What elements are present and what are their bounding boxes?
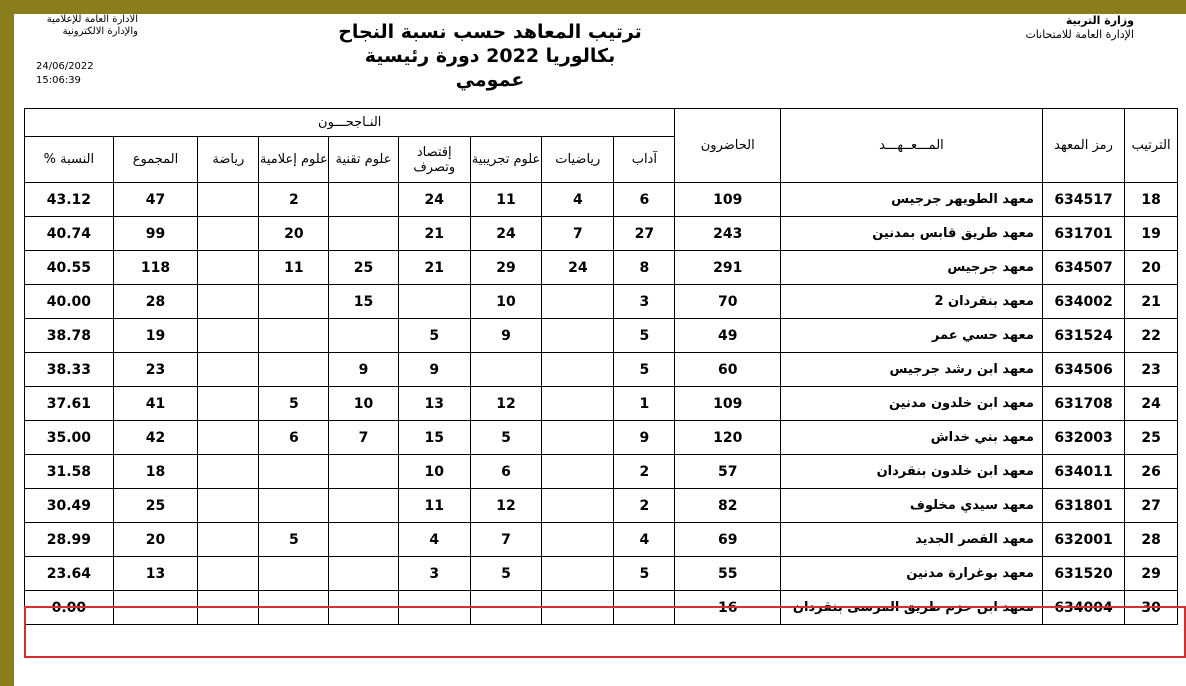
cell-percentage: 40.74 — [25, 217, 114, 251]
cell-technical — [329, 217, 399, 251]
cell-sport — [198, 217, 259, 251]
cell-code: 634011 — [1042, 455, 1124, 489]
cell-sport — [198, 319, 259, 353]
cell-rank: 21 — [1125, 285, 1178, 319]
cell-percentage: 37.61 — [25, 387, 114, 421]
table-row — [25, 251, 1178, 285]
cell-total: 23 — [113, 353, 197, 387]
cell-total: 118 — [113, 251, 197, 285]
cell-total: 47 — [113, 183, 197, 217]
cell-informatics — [259, 455, 329, 489]
cell-technical — [329, 591, 399, 625]
cell-informatics — [259, 557, 329, 591]
cell-adab: 27 — [614, 217, 675, 251]
cell-present: 243 — [675, 217, 781, 251]
cell-code: 631520 — [1042, 557, 1124, 591]
cell-informatics: 20 — [259, 217, 329, 251]
cell-sciences: 10 — [470, 285, 542, 319]
cell-code: 631524 — [1042, 319, 1124, 353]
cell-code: 634507 — [1042, 251, 1124, 285]
cell-math — [542, 489, 614, 523]
header-present: الحاضرون — [675, 109, 781, 183]
cell-math — [542, 591, 614, 625]
cell-technical: 25 — [329, 251, 399, 285]
cell-total: 13 — [113, 557, 197, 591]
cell-informatics: 5 — [259, 523, 329, 557]
cell-sciences: 5 — [470, 421, 542, 455]
cell-informatics — [259, 591, 329, 625]
header-rank: الترتيب — [1125, 109, 1178, 183]
cell-percentage: 28.99 — [25, 523, 114, 557]
cell-sciences: 5 — [470, 557, 542, 591]
cell-economics: 21 — [398, 251, 470, 285]
cell-economics: 10 — [398, 455, 470, 489]
cell-rank: 24 — [1125, 387, 1178, 421]
cell-percentage: 30.49 — [25, 489, 114, 523]
frame-left-border — [0, 0, 14, 686]
cell-adab: 3 — [614, 285, 675, 319]
cell-institute-name: معهد الطويهر جرجيس — [781, 183, 1043, 217]
cell-percentage: 40.00 — [25, 285, 114, 319]
header-informatics: علوم إعلامية — [259, 137, 329, 183]
cell-institute-name: معهد ابن خلدون مدنين — [781, 387, 1043, 421]
cell-percentage: 35.00 — [25, 421, 114, 455]
cell-sciences: 29 — [470, 251, 542, 285]
table-row — [25, 421, 1178, 455]
cell-percentage: 43.12 — [25, 183, 114, 217]
cell-sciences: 24 — [470, 217, 542, 251]
cell-math — [542, 421, 614, 455]
cell-adab: 5 — [614, 557, 675, 591]
table-row — [25, 319, 1178, 353]
cell-present: 60 — [675, 353, 781, 387]
cell-total: 42 — [113, 421, 197, 455]
cell-institute-name: معهد بني خداش — [781, 421, 1043, 455]
cell-sport — [198, 387, 259, 421]
cell-adab: 2 — [614, 455, 675, 489]
it-department-line1: الادارة العامة للإعلامية — [46, 14, 138, 25]
cell-sciences: 11 — [470, 183, 542, 217]
cell-adab: 5 — [614, 319, 675, 353]
cell-percentage: 31.58 — [25, 455, 114, 489]
table-row — [25, 591, 1178, 625]
table-row — [25, 353, 1178, 387]
cell-economics: 24 — [398, 183, 470, 217]
cell-informatics: 5 — [259, 387, 329, 421]
cell-present: 109 — [675, 183, 781, 217]
cell-institute-name: معهد القصر الجديد — [781, 523, 1043, 557]
ministry-name: وزارة التربية — [1065, 14, 1134, 27]
cell-sport — [198, 285, 259, 319]
cell-present: 291 — [675, 251, 781, 285]
cell-sport — [198, 455, 259, 489]
header-technical: علوم تقنية — [329, 137, 399, 183]
cell-technical: 15 — [329, 285, 399, 319]
cell-informatics — [259, 285, 329, 319]
cell-rank: 18 — [1125, 183, 1178, 217]
cell-math — [542, 319, 614, 353]
title-line-2: بكالوريا 2022 دورة رئيسية — [364, 45, 616, 67]
cell-total: 19 — [113, 319, 197, 353]
cell-adab: 2 — [614, 489, 675, 523]
cell-math — [542, 557, 614, 591]
header-sciences: علوم تجريبية — [470, 137, 542, 183]
cell-technical — [329, 557, 399, 591]
cell-institute-name: معهد بنقردان 2 — [781, 285, 1043, 319]
cell-institute-name: معهد ابن حزم طريق المرسى بنقردان — [781, 591, 1043, 625]
cell-informatics: 6 — [259, 421, 329, 455]
cell-adab: 9 — [614, 421, 675, 455]
it-department-line2: والإدارة الالكترونية — [62, 26, 138, 37]
header-ministry-block — [1025, 14, 1134, 42]
cell-institute-name: معهد جرجيس — [781, 251, 1043, 285]
cell-adab: 8 — [614, 251, 675, 285]
cell-code: 631801 — [1042, 489, 1124, 523]
cell-math — [542, 353, 614, 387]
cell-economics: 3 — [398, 557, 470, 591]
cell-present: 82 — [675, 489, 781, 523]
cell-economics: 15 — [398, 421, 470, 455]
cell-technical: 9 — [329, 353, 399, 387]
header-institute: المـــعــهـــد — [781, 109, 1043, 183]
cell-informatics — [259, 319, 329, 353]
cell-percentage: 0.00 — [25, 591, 114, 625]
table-row — [25, 387, 1178, 421]
cell-percentage: 23.64 — [25, 557, 114, 591]
cell-sciences: 6 — [470, 455, 542, 489]
cell-institute-name: معهد طريق قابس بمدنين — [781, 217, 1043, 251]
header-math: رياضيات — [542, 137, 614, 183]
cell-code: 634506 — [1042, 353, 1124, 387]
cell-math — [542, 455, 614, 489]
cell-rank: 27 — [1125, 489, 1178, 523]
cell-rank: 30 — [1125, 591, 1178, 625]
cell-sport — [198, 523, 259, 557]
table-row — [25, 455, 1178, 489]
cell-economics — [398, 285, 470, 319]
table-row — [25, 557, 1178, 591]
cell-math: 4 — [542, 183, 614, 217]
cell-code: 634002 — [1042, 285, 1124, 319]
table-row — [25, 183, 1178, 217]
cell-present: 120 — [675, 421, 781, 455]
cell-technical — [329, 455, 399, 489]
cell-math — [542, 387, 614, 421]
cell-sciences: 7 — [470, 523, 542, 557]
cell-present: 70 — [675, 285, 781, 319]
cell-institute-name: معهد ابن خلدون بنقردان — [781, 455, 1043, 489]
cell-sciences: 12 — [470, 489, 542, 523]
table-row — [25, 489, 1178, 523]
cell-total: 25 — [113, 489, 197, 523]
cell-technical: 10 — [329, 387, 399, 421]
cell-total: 18 — [113, 455, 197, 489]
header-datetime — [36, 60, 94, 88]
cell-rank: 22 — [1125, 319, 1178, 353]
cell-math — [542, 523, 614, 557]
cell-informatics: 2 — [259, 183, 329, 217]
cell-total: 20 — [113, 523, 197, 557]
cell-institute-name: معهد بوغرارة مدنين — [781, 557, 1043, 591]
cell-technical — [329, 183, 399, 217]
header-sport: رياضة — [198, 137, 259, 183]
cell-economics: 5 — [398, 319, 470, 353]
cell-technical — [329, 319, 399, 353]
print-date: 24/06/2022 — [36, 61, 94, 72]
cell-math: 7 — [542, 217, 614, 251]
cell-present: 16 — [675, 591, 781, 625]
cell-total — [113, 591, 197, 625]
cell-economics: 11 — [398, 489, 470, 523]
ranking-table — [24, 108, 1178, 625]
cell-sciences: 12 — [470, 387, 542, 421]
cell-sport — [198, 489, 259, 523]
cell-sport — [198, 591, 259, 625]
cell-institute-name: معهد حسي عمر — [781, 319, 1043, 353]
header-adab: آداب — [614, 137, 675, 183]
header-code: رمز المعهد — [1042, 109, 1124, 183]
header-successful-group: النـاجحـــون — [25, 109, 675, 137]
cell-code: 632001 — [1042, 523, 1124, 557]
cell-adab — [614, 591, 675, 625]
cell-economics: 4 — [398, 523, 470, 557]
cell-rank: 26 — [1125, 455, 1178, 489]
cell-technical — [329, 489, 399, 523]
document-title — [300, 20, 680, 92]
cell-rank: 20 — [1125, 251, 1178, 285]
cell-present: 57 — [675, 455, 781, 489]
table-row — [25, 523, 1178, 557]
cell-technical: 7 — [329, 421, 399, 455]
cell-rank: 28 — [1125, 523, 1178, 557]
cell-rank: 29 — [1125, 557, 1178, 591]
print-time: 15:06:39 — [36, 75, 81, 86]
cell-code: 632003 — [1042, 421, 1124, 455]
cell-sciences — [470, 353, 542, 387]
department-name: الإدارة العامة للامتحانات — [1025, 28, 1134, 41]
header-percentage: النسبة % — [25, 137, 114, 183]
cell-sport — [198, 353, 259, 387]
cell-institute-name: معهد سيدي مخلوف — [781, 489, 1043, 523]
cell-total: 41 — [113, 387, 197, 421]
cell-code: 634517 — [1042, 183, 1124, 217]
cell-economics: 21 — [398, 217, 470, 251]
cell-percentage: 38.33 — [25, 353, 114, 387]
cell-institute-name: معهد ابن رشد جرجيس — [781, 353, 1043, 387]
cell-math: 24 — [542, 251, 614, 285]
cell-percentage: 40.55 — [25, 251, 114, 285]
cell-code: 634004 — [1042, 591, 1124, 625]
cell-percentage: 38.78 — [25, 319, 114, 353]
cell-sport — [198, 183, 259, 217]
cell-adab: 4 — [614, 523, 675, 557]
cell-rank: 23 — [1125, 353, 1178, 387]
cell-math — [542, 285, 614, 319]
cell-present: 69 — [675, 523, 781, 557]
cell-informatics — [259, 489, 329, 523]
header-economics: إقتصاد وتصرف — [398, 137, 470, 183]
cell-rank: 25 — [1125, 421, 1178, 455]
cell-total: 28 — [113, 285, 197, 319]
cell-adab: 5 — [614, 353, 675, 387]
cell-present: 55 — [675, 557, 781, 591]
cell-present: 49 — [675, 319, 781, 353]
cell-code: 631701 — [1042, 217, 1124, 251]
table-row — [25, 285, 1178, 319]
cell-sciences: 9 — [470, 319, 542, 353]
frame-top-border — [0, 0, 1186, 14]
cell-economics — [398, 591, 470, 625]
cell-code: 631708 — [1042, 387, 1124, 421]
cell-economics: 13 — [398, 387, 470, 421]
cell-sciences — [470, 591, 542, 625]
cell-sport — [198, 421, 259, 455]
title-line-1: ترتيب المعاهد حسب نسبة النجاح — [338, 21, 642, 43]
cell-economics: 9 — [398, 353, 470, 387]
header-it-block — [28, 14, 138, 38]
table-row — [25, 217, 1178, 251]
cell-sport — [198, 557, 259, 591]
cell-rank: 19 — [1125, 217, 1178, 251]
cell-sport — [198, 251, 259, 285]
cell-technical — [329, 523, 399, 557]
header-total: المجموع — [113, 137, 197, 183]
cell-total: 99 — [113, 217, 197, 251]
cell-informatics — [259, 353, 329, 387]
cell-adab: 6 — [614, 183, 675, 217]
cell-informatics: 11 — [259, 251, 329, 285]
title-line-3: عمومي — [455, 69, 525, 91]
cell-present: 109 — [675, 387, 781, 421]
cell-adab: 1 — [614, 387, 675, 421]
